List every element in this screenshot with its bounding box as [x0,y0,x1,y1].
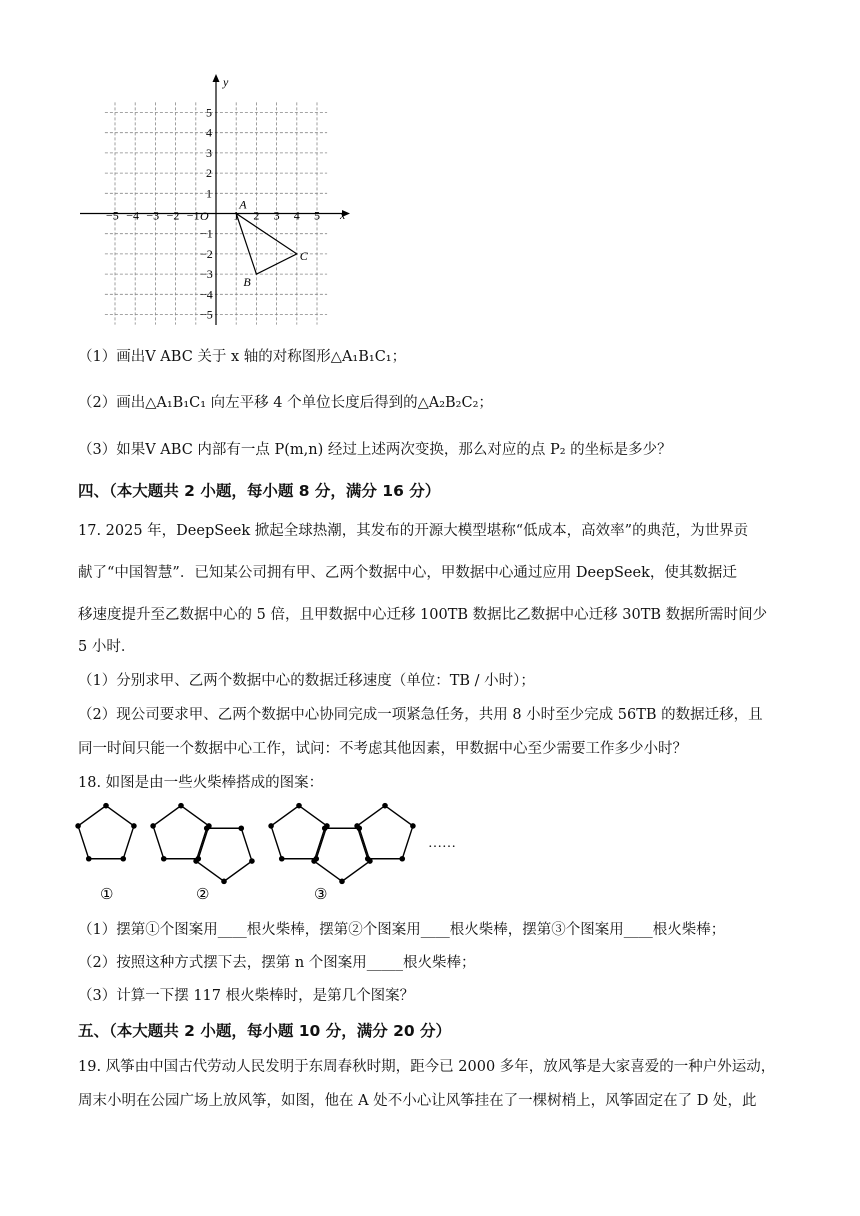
matchstick-joint-dot [399,856,405,862]
x-tick-label: −4 [126,208,139,223]
q16-part3: （3）如果V ABC 内部有一点 P(m,n) 经过上述两次变换，那么对应的点 P₂ 的坐标是多少？ [78,442,672,458]
y-tick-label: 1 [206,186,212,201]
pattern-3-pentagon-up-1 [271,806,327,859]
x-tick-label: 1 [233,208,240,223]
pattern-label-2: ② [196,887,210,903]
q18-intro: 18. 如图是由一些火柴棒搭成的图案： [78,775,324,791]
section4-title: 四、（本大题共 2 小题，每小题 8 分，满分 16 分） [78,482,441,500]
matchstick-joint-dot [365,856,371,862]
matchstick-joint-dot [120,856,126,862]
matchstick-joint-dot [354,823,360,829]
y-tick-label: 4 [206,125,212,140]
x-tick-label: −2 [166,208,180,223]
matchstick-joint-dot [322,825,328,831]
matchstick-joint-dot [311,858,317,864]
pattern-2-pentagon-down [196,828,252,881]
pattern-3-pentagon-up-2 [357,806,413,859]
triangle-outline [236,214,297,275]
matchstick-joint-dot [150,823,156,829]
pattern-3-pentagon-down [314,828,370,881]
q17-line2: 献了“中国智慧”．已知某公司拥有甲、乙两个数据中心，甲数据中心通过应用 DeepSeek，使其数据迁 [78,565,737,581]
x-tick-label: −3 [146,208,160,223]
pattern-2-pentagon-up [153,806,209,859]
q17-line4: 5 小时． [78,639,136,655]
vertex-label-b: B [243,275,251,290]
y-tick-label: 3 [206,145,212,160]
matchstick-joint-dot [178,803,184,809]
matchstick-joint-dot [161,856,167,862]
y-tick-label: −2 [200,246,213,261]
y-tick-label: −1 [200,226,213,241]
pentagon-patterns [75,803,415,884]
y-tick-label: −5 [200,307,213,322]
q17-part2-line2: 同一时间只能一个数据中心工作，试问：不考虑其他因素，甲数据中心至少需要工作多少小时？ [78,741,687,757]
q19-line1: 19. 风筝由中国古代劳动人民发明于东周春秋时期，距今已 2000 多年，放风筝是大家喜爱的一种户外运动， [78,1059,776,1075]
vertex-label-c: C [299,248,308,263]
matchstick-joint-dot [249,858,255,864]
y-tick-label: −3 [200,267,213,282]
vertex-label-a: A [239,197,247,212]
pattern-ellipsis: …… [428,836,456,851]
matchstick-joint-dot [204,825,210,831]
coordinate-grid-figure [78,70,358,330]
q17-part2-line1: （2）现公司要求甲、乙两个数据中心协同完成一项紧急任务，共用 8 小时至少完成 56TB 的数据迁移，且 [78,707,763,723]
matchstick-joint-dot [103,803,109,809]
q17-part1: （1）分别求甲、乙两个数据中心的数据迁移速度（单位：TB / 小时）； [78,673,535,689]
matchstick-joint-dot [339,879,345,885]
matchstick-joint-dot [221,879,227,885]
q16-part2: （2）画出△A₁B₁C₁ 向左平移 4 个单位长度后得到的△A₂B₂C₂； [78,395,493,411]
q18-part3: （3）计算一下摆 117 根火柴棒时，是第几个图案？ [78,988,415,1004]
origin-label: O [200,209,209,223]
matchstick-patterns-figure [74,800,474,910]
section5-title: 五、（本大题共 2 小题，每小题 10 分，满分 20 分） [78,1022,452,1040]
x-tick-label: −5 [106,208,119,223]
matchstick-joint-dot [279,856,285,862]
matchstick-joint-dot [193,858,199,864]
axes [80,74,350,325]
x-axis-label: x [340,208,346,222]
q19-line2: 周末小明在公园广场上放风筝，如图，他在 A 处不小心让风筝挂在了一棵树梢上，风筝固定在了 D 处，此 [78,1093,757,1109]
y-tick-label: 5 [206,105,212,120]
x-tick-label: 5 [314,208,320,223]
pattern-1-pentagon [78,806,134,859]
q16-part1: （1）画出V ABC 关于 x 轴的对称图形△A₁B₁C₁； [78,349,407,365]
matchstick-joint-dot [75,823,81,829]
matchstick-joint-dot [86,856,92,862]
y-tick-label: 2 [206,166,212,181]
q18-part1: （1）摆第①个图案用____根火柴棒，摆第②个图案用____根火柴棒，摆第③个图案用____根火柴棒； [78,922,726,938]
matchstick-joint-dot [268,823,274,829]
y-axis-label: y [223,75,229,89]
matchstick-joint-dot [131,823,137,829]
x-tick-label: 3 [273,208,280,223]
matchstick-joint-dot [238,825,244,831]
q17-line3: 移速度提升至乙数据中心的 5 倍，且甲数据中心迁移 100TB 数据比乙数据中心迁移 30TB 数据所需时间少 [78,607,768,623]
matchstick-joint-dot [296,803,302,809]
y-tick-label: −4 [200,287,213,302]
q17-line1: 17. 2025 年，DeepSeek 掀起全球热潮，其发布的开源大模型堪称“低成本，高效率”的典范，为世界贡 [78,523,749,539]
x-tick-label: 2 [253,208,260,223]
x-tick-label: −1 [186,208,200,223]
pattern-label-1: ① [100,887,114,903]
x-tick-label: 4 [293,208,300,223]
y-axis-arrow [213,74,220,82]
matchstick-joint-dot [382,803,388,809]
q18-part2: （2）按照这种方式摆下去，摆第 n 个图案用_____根火柴棒； [78,955,476,971]
pattern-label-3: ③ [314,887,328,903]
matchstick-joint-dot [410,823,416,829]
